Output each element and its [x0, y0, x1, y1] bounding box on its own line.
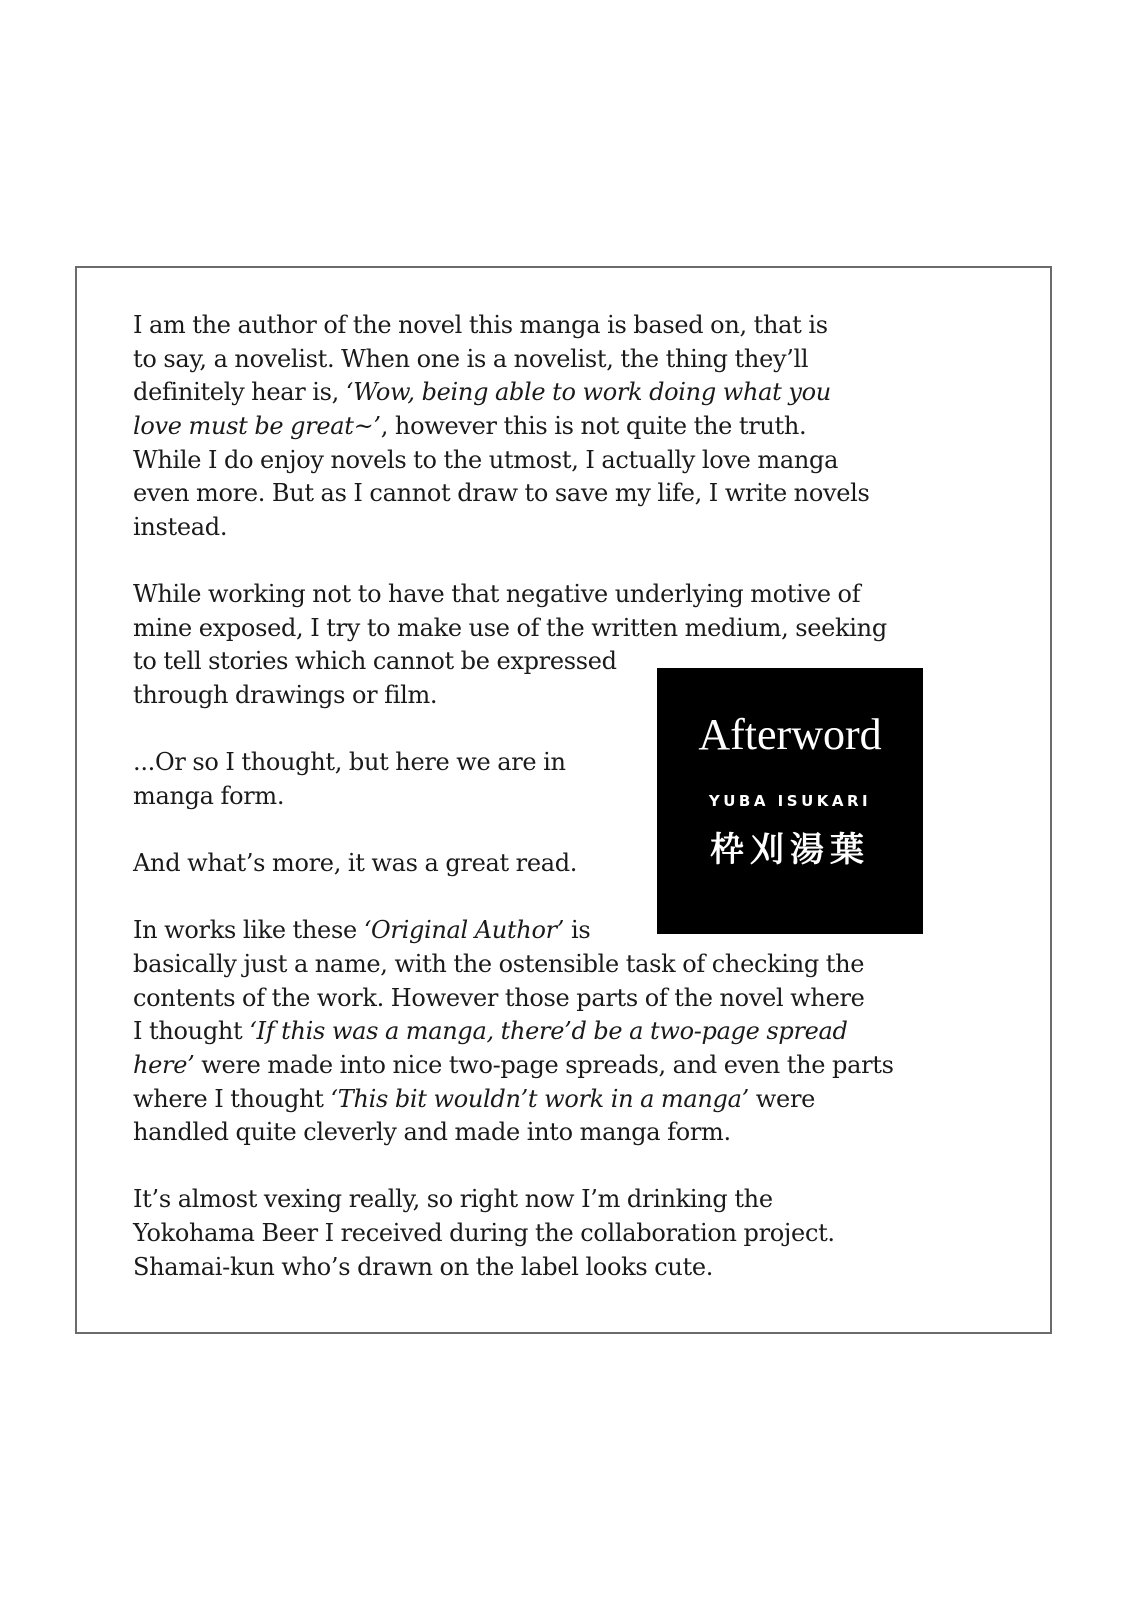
- body-text-line: [133, 409, 806, 443]
- body-text-emphasis: ‘This bit wouldn’t work in a manga’: [330, 1085, 749, 1113]
- body-text-segment: ...Or so I thought, but here we are in: [133, 748, 566, 776]
- body-text-segment: While working not to have that negative underlying motive of: [133, 580, 861, 608]
- body-text-line: [133, 644, 617, 678]
- body-text-segment: to tell stories which cannot be expressed: [133, 647, 617, 675]
- body-text-line: [133, 947, 864, 981]
- body-text-line: [133, 443, 838, 477]
- body-text-emphasis: ‘Wow, being able to work doing what you: [345, 378, 831, 406]
- author-name-latin: YUBA ISUKARI: [708, 792, 872, 810]
- body-text-segment: I am the author of the novel this manga is based on, that is: [133, 311, 828, 339]
- body-text-segment: manga form.: [133, 782, 285, 810]
- body-text-segment: Yokohama Beer I received during the collaboration project.: [133, 1219, 835, 1247]
- body-text-segment: mine exposed, I try to make use of the written medium, seeking: [133, 614, 887, 642]
- body-text-line: [133, 1115, 731, 1149]
- body-text-segment: through drawings or film.: [133, 681, 438, 709]
- body-text-segment: I thought: [133, 1017, 250, 1045]
- afterword-title: Afterword: [698, 710, 882, 759]
- body-text-segment: It’s almost vexing really, so right now I’m drinking the: [133, 1185, 773, 1213]
- body-text-line: [133, 779, 284, 813]
- body-text-line: [133, 745, 566, 779]
- body-text-emphasis: ‘Original Author’: [363, 916, 565, 944]
- body-text-segment: even more. But as I cannot draw to save my life, I write novels: [133, 479, 870, 507]
- body-text-line: [133, 342, 808, 376]
- body-text-line: [133, 1250, 713, 1284]
- body-text-line: [133, 611, 887, 645]
- afterword-title-box: [657, 668, 923, 934]
- body-text-line: [133, 1014, 848, 1048]
- body-text-segment: , however this is not quite the truth.: [380, 412, 807, 440]
- body-text-line: [133, 577, 860, 611]
- body-text-segment: is: [564, 916, 591, 944]
- body-text-line: [133, 1048, 894, 1082]
- body-text-segment: instead.: [133, 513, 228, 541]
- body-text-line: [133, 1082, 815, 1116]
- body-text-emphasis: here’: [133, 1051, 195, 1079]
- body-text-segment: While I do enjoy novels to the utmost, I actually love manga: [133, 446, 839, 474]
- body-text-line: [133, 913, 590, 947]
- body-text-segment: definitely hear is,: [133, 378, 346, 406]
- body-text-line: [133, 1182, 773, 1216]
- body-text-segment: to say, a novelist. When one is a novelist, the thing they’ll: [133, 345, 809, 373]
- body-text-segment: were: [748, 1085, 816, 1113]
- body-text-segment: handled quite cleverly and made into manga form.: [133, 1118, 731, 1146]
- body-text-line: [133, 1216, 835, 1250]
- body-text-segment: where I thought: [133, 1085, 331, 1113]
- body-text-line: [133, 981, 865, 1015]
- author-name-kanji: 枠刈湯葉: [710, 830, 870, 870]
- body-text-segment: were made into nice two-page spreads, and even the parts: [194, 1051, 894, 1079]
- body-text-segment: basically just a name, with the ostensible task of checking the: [133, 950, 865, 978]
- body-text-line: [133, 476, 870, 510]
- body-text-line: [133, 510, 227, 544]
- body-text-segment: Shamai-kun who’s drawn on the label looks cute.: [133, 1253, 714, 1281]
- body-text-line: [133, 308, 828, 342]
- body-text-line: [133, 678, 437, 712]
- body-text-emphasis: love must be great~’: [133, 412, 381, 440]
- body-text-line: [133, 375, 831, 409]
- body-text-segment: In works like these: [133, 916, 364, 944]
- body-text-segment: contents of the work. However those parts of the novel where: [133, 984, 865, 1012]
- body-text-line: [133, 846, 577, 880]
- body-text-emphasis: ‘If this was a manga, there’d be a two-page spread: [249, 1017, 848, 1045]
- body-text-segment: And what’s more, it was a great read.: [133, 849, 578, 877]
